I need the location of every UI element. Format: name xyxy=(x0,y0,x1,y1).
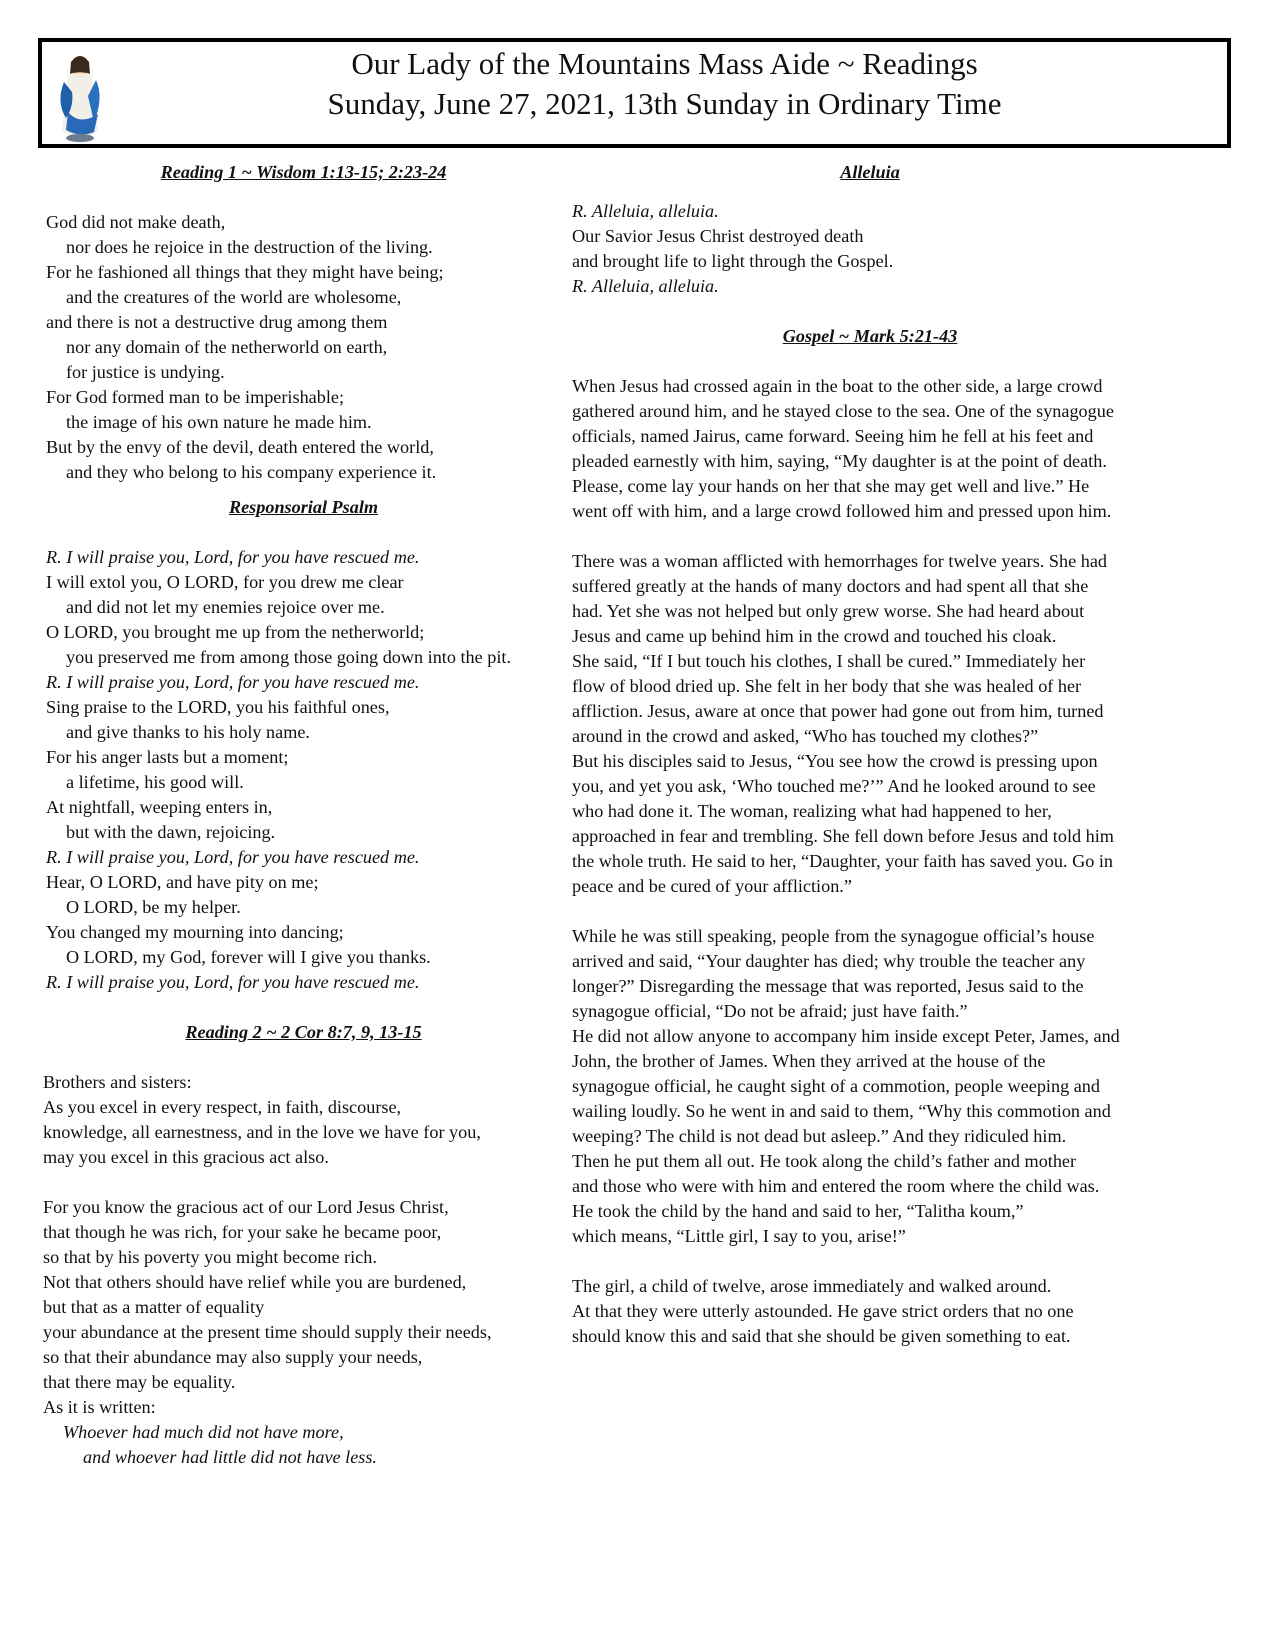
text-line: wailing loudly. So he went in and said to them, “Why this commotion and xyxy=(572,1101,1111,1121)
alleluia-text xyxy=(572,199,1240,299)
text-line: For you know the gracious act of our Lord Jesus Christ, xyxy=(43,1197,449,1217)
text-line: approached in fear and trembling. She fell down before Jesus and told him xyxy=(572,826,1114,846)
text-line: He did not allow anyone to accompany him inside except Peter, James, and xyxy=(572,1026,1120,1046)
text-line: had. Yet she was not helped but only grew worse. She had heard about xyxy=(572,601,1085,621)
text-line: When Jesus had crossed again in the boat to the other side, a large crowd xyxy=(572,376,1103,396)
text-line: O LORD, be my helper. xyxy=(66,897,241,917)
text-line: Jesus and came up behind him in the crowd and touched his cloak. xyxy=(572,626,1057,646)
text-line: I will extol you, O LORD, for you drew me clear xyxy=(46,572,404,592)
text-line: you, and yet you ask, ‘Who touched me?’” And he looked around to see xyxy=(572,776,1096,796)
text-line: weeping? The child is not dead but asleep.” And they ridiculed him. xyxy=(572,1126,1067,1146)
text-line: O LORD, you brought me up from the netherworld; xyxy=(46,622,425,642)
gospel-heading: Gospel ~ Mark 5:21-43 xyxy=(782,326,958,346)
text-line: so that by his poverty you might become rich. xyxy=(43,1247,377,1267)
text-line: officials, named Jairus, came forward. Seeing him he fell at his feet and xyxy=(572,426,1094,446)
text-line: Please, come lay your hands on her that she may get well and live.” He xyxy=(572,476,1090,496)
text-line: knowledge, all earnestness, and in the love we have for you, xyxy=(43,1122,481,1142)
text-line: and those who were with him and entered the room where the child was. xyxy=(572,1176,1100,1196)
text-line: so that their abundance may also supply your needs, xyxy=(43,1347,423,1367)
reading1-heading: Reading 1 ~ Wisdom 1:13-15; 2:23-24 xyxy=(160,162,447,182)
response-line: Whoever had much did not have more, xyxy=(63,1422,344,1442)
text-line: longer?” Disregarding the message that was reported, Jesus said to the xyxy=(572,976,1084,996)
text-line: There was a woman afflicted with hemorrhages for twelve years. She had xyxy=(572,551,1107,571)
response-line: R. I will praise you, Lord, for you have rescued me. xyxy=(46,847,420,867)
text-line: who had done it. The woman, realizing what had happened to her, xyxy=(572,801,1052,821)
text-line: and did not let my enemies rejoice over me. xyxy=(66,597,385,617)
response-line: R. I will praise you, Lord, for you have rescued me. xyxy=(46,672,420,692)
text-line: gathered around him, and he stayed close to the sea. One of the synagogue xyxy=(572,401,1114,421)
text-line: While he was still speaking, people from the synagogue official’s house xyxy=(572,926,1095,946)
page-title: Our Lady of the Mountains Mass Aide ~ Readings xyxy=(351,46,978,81)
text-line: a lifetime, his good will. xyxy=(66,772,244,792)
text-line: that though he was rich, for your sake he became poor, xyxy=(43,1222,442,1242)
response-line: R. Alleluia, alleluia. xyxy=(572,276,719,296)
response-line: and whoever had little did not have less. xyxy=(83,1447,377,1467)
text-line: and give thanks to his holy name. xyxy=(66,722,310,742)
text-line: Sing praise to the LORD, you his faithful ones, xyxy=(46,697,390,717)
text-line: At nightfall, weeping enters in, xyxy=(46,797,273,817)
text-line: and brought life to light through the Gospel. xyxy=(572,251,894,271)
page-subtitle: Sunday, June 27, 2021, 13th Sunday in Ordinary Time xyxy=(327,86,1002,121)
text-line: Brothers and sisters: xyxy=(43,1072,192,1092)
text-line: but with the dawn, rejoicing. xyxy=(66,822,276,842)
text-line: synagogue official, he caught sight of a commotion, people weeping and xyxy=(572,1076,1100,1096)
text-line: As it is written: xyxy=(43,1397,156,1417)
text-line: peace and be cured of your affliction.” xyxy=(572,876,852,896)
text-line: and the creatures of the world are wholesome, xyxy=(66,287,402,307)
psalm-heading: Responsorial Psalm xyxy=(228,497,379,517)
text-line: You changed my mourning into dancing; xyxy=(46,922,344,942)
psalm-text xyxy=(46,545,586,995)
text-line: went off with him, and a large crowd followed him and pressed upon him. xyxy=(572,501,1112,521)
response-line: R. I will praise you, Lord, for you have rescued me. xyxy=(46,547,420,567)
text-line: Not that others should have relief while you are burdened, xyxy=(43,1272,467,1292)
reading1-text xyxy=(46,210,586,485)
page-header xyxy=(38,38,1231,148)
text-line: Hear, O LORD, and have pity on me; xyxy=(46,872,319,892)
text-line: She said, “If I but touch his clothes, I shall be cured.” Immediately her xyxy=(572,651,1086,671)
text-line: may you excel in this gracious act also. xyxy=(43,1147,329,1167)
text-line: and there is not a destructive drug among them xyxy=(46,312,388,332)
text-line: But by the envy of the devil, death entered the world, xyxy=(46,437,434,457)
text-line: your abundance at the present time should supply their needs, xyxy=(43,1322,492,1342)
text-line: He took the child by the hand and said to her, “Talitha koum,” xyxy=(572,1201,1024,1221)
text-line: arrived and said, “Your daughter has died; why trouble the teacher any xyxy=(572,951,1086,971)
text-line: for justice is undying. xyxy=(66,362,225,382)
text-line: nor any domain of the netherworld on earth, xyxy=(66,337,388,357)
text-line: At that they were utterly astounded. He gave strict orders that no one xyxy=(572,1301,1074,1321)
text-line: around in the crowd and asked, “Who has touched my clothes?” xyxy=(572,726,1039,746)
text-line: For he fashioned all things that they might have being; xyxy=(46,262,444,282)
reading2-heading: Reading 2 ~ 2 Cor 8:7, 9, 13-15 xyxy=(185,1022,422,1042)
text-line xyxy=(572,1249,1240,1274)
text-line: The girl, a child of twelve, arose immediately and walked around. xyxy=(572,1276,1052,1296)
alleluia-heading: Alleluia xyxy=(840,162,900,182)
text-line: which means, “Little girl, I say to you, arise!” xyxy=(572,1226,906,1246)
text-line xyxy=(572,524,1240,549)
text-line: John, the brother of James. When they arrived at the house of the xyxy=(572,1051,1046,1071)
text-line: O LORD, my God, forever will I give you thanks. xyxy=(66,947,431,967)
text-line: nor does he rejoice in the destruction of the living. xyxy=(66,237,433,257)
text-line: should know this and said that she should be given something to eat. xyxy=(572,1326,1071,1346)
text-line xyxy=(43,1170,586,1195)
left-column xyxy=(43,160,586,1470)
text-line: that there may be equality. xyxy=(43,1372,236,1392)
text-line: For his anger lasts but a moment; xyxy=(46,747,289,767)
text-line: affliction. Jesus, aware at once that power had gone out from him, turned xyxy=(572,701,1104,721)
text-line: you preserved me from among those going down into the pit. xyxy=(66,647,512,667)
right-column xyxy=(572,160,1240,1349)
madonna-image xyxy=(54,52,106,144)
response-line: R. Alleluia, alleluia. xyxy=(572,201,719,221)
text-line: synagogue official, “Do not be afraid; just have faith.” xyxy=(572,1001,968,1021)
text-line: but that as a matter of equality xyxy=(43,1297,265,1317)
text-line: Then he put them all out. He took along the child’s father and mother xyxy=(572,1151,1077,1171)
text-line: But his disciples said to Jesus, “You see how the crowd is pressing upon xyxy=(572,751,1098,771)
reading2-text xyxy=(43,1070,586,1470)
text-line: flow of blood dried up. She felt in her body that she was healed of her xyxy=(572,676,1082,696)
text-line: God did not make death, xyxy=(46,212,226,232)
text-line: For God formed man to be imperishable; xyxy=(46,387,345,407)
text-line: and they who belong to his company experience it. xyxy=(66,462,437,482)
text-line: the image of his own nature he made him. xyxy=(66,412,372,432)
gospel-text xyxy=(572,374,1240,1349)
text-line xyxy=(572,899,1240,924)
text-line: suffered greatly at the hands of many doctors and had spent all that she xyxy=(572,576,1089,596)
text-line: the whole truth. He said to her, “Daughter, your faith has saved you. Go in xyxy=(572,851,1113,871)
text-line: pleaded earnestly with him, saying, “My daughter is at the point of death. xyxy=(572,451,1107,471)
text-line: Our Savior Jesus Christ destroyed death xyxy=(572,226,864,246)
text-line: As you excel in every respect, in faith, discourse, xyxy=(43,1097,402,1117)
response-line: R. I will praise you, Lord, for you have rescued me. xyxy=(46,972,420,992)
